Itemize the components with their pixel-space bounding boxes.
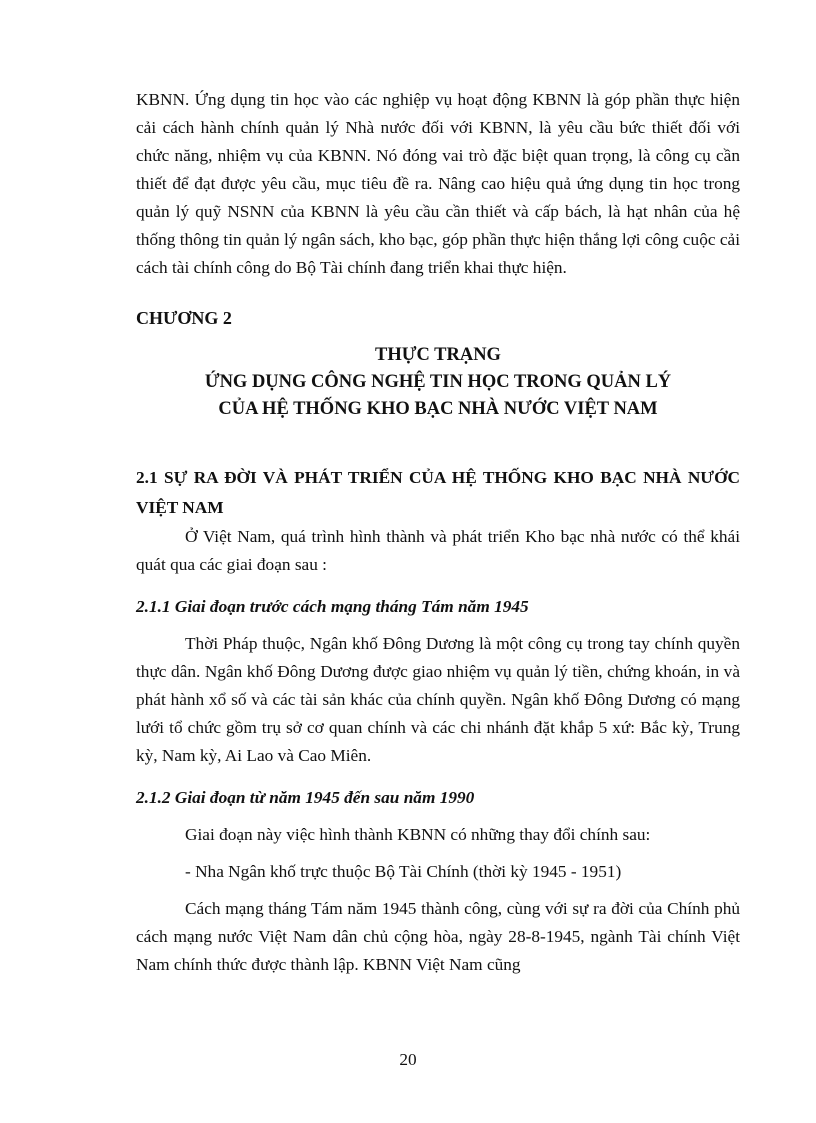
section-2-1-2-bullet: - Nha Ngân khố trực thuộc Bộ Tài Chính (thời kỳ 1945 - 1951) — [185, 862, 622, 881]
chapter-title-line-3: CỦA HỆ THỐNG KHO BẠC NHÀ NƯỚC VIỆT NAM — [218, 399, 658, 419]
section-2-1-1-title: 2.1.1 Giai đoạn trước cách mạng tháng Tám năm 1945 — [136, 597, 529, 616]
section-2-1-intro: Ở Việt Nam, quá trình hình thành và phát triển Kho bạc nhà nước có thể khái quát qua các giai đoạn sau : — [136, 527, 740, 574]
chapter-label: CHƯƠNG 2 — [136, 308, 232, 328]
section-2-1-2-paragraph: Cách mạng tháng Tám năm 1945 thành công, cùng với sự ra đời của Chính phủ cách mạng nước Việt Nam dân chủ cộng hòa, ngày 28-8-1945, ngành Tài chính Việt Nam chính thức được thành lập. KBNN Việt Nam cũng — [136, 899, 740, 974]
section-2-1-title: 2.1 SỰ RA ĐỜI VÀ PHÁT TRIỂN CỦA HỆ THỐNG KHO BẠC NHÀ NƯỚC VIỆT NAM — [136, 468, 740, 517]
chapter-title-line-2: ỨNG DỤNG CÔNG NGHỆ TIN HỌC TRONG QUẢN LÝ — [204, 372, 672, 392]
chapter-title — [136, 342, 740, 423]
page-number: 20 — [399, 1050, 417, 1069]
document-page — [136, 86, 740, 979]
section-2-1-2-intro: Giai đoạn này việc hình thành KBNN có những thay đổi chính sau: — [185, 825, 651, 844]
chapter-title-line-1: THỰC TRẠNG — [375, 345, 501, 365]
section-2-1-2-title: 2.1.2 Giai đoạn từ năm 1945 đến sau năm 1990 — [136, 788, 475, 807]
intro-paragraph: KBNN. Ứng dụng tin học vào các nghiệp vụ hoạt động KBNN là góp phần thực hiện cải cách hành chính quản lý Nhà nước đối với KBNN, là yêu cầu bức thiết đối với chức năng, nhiệm vụ của KBNN. Nó đóng vai trò đặc biệt quan trọng, là công cụ cần thiết để đạt được yêu cầu, mục tiêu đề ra. Nâng cao hiệu quả ứng dụng tin học trong quản lý quỹ NSNN của KBNN là yêu cầu cần thiết và cấp bách, là hạt nhân của hệ thống thông tin quản lý ngân sách, kho bạc, góp phần thực hiện thắng lợi công cuộc cải cách tài chính công do Bộ Tài chính đang triển khai thực hiện. — [136, 90, 740, 277]
section-2-1-1-paragraph: Thời Pháp thuộc, Ngân khố Đông Dương là một công cụ trong tay chính quyền thực dân. Ngân khố Đông Dương được giao nhiệm vụ quản lý tiền, chứng khoán, in và phát hành xổ số và các tài sản khác của chính quyền. Ngân khố Đông Dương có mạng lưới tổ chức gồm trụ sở cơ quan chính và các chi nhánh đặt khắp 5 xứ: Bắc kỳ, Trung kỳ, Nam kỳ, Ai Lao và Cao Miên. — [136, 634, 740, 765]
